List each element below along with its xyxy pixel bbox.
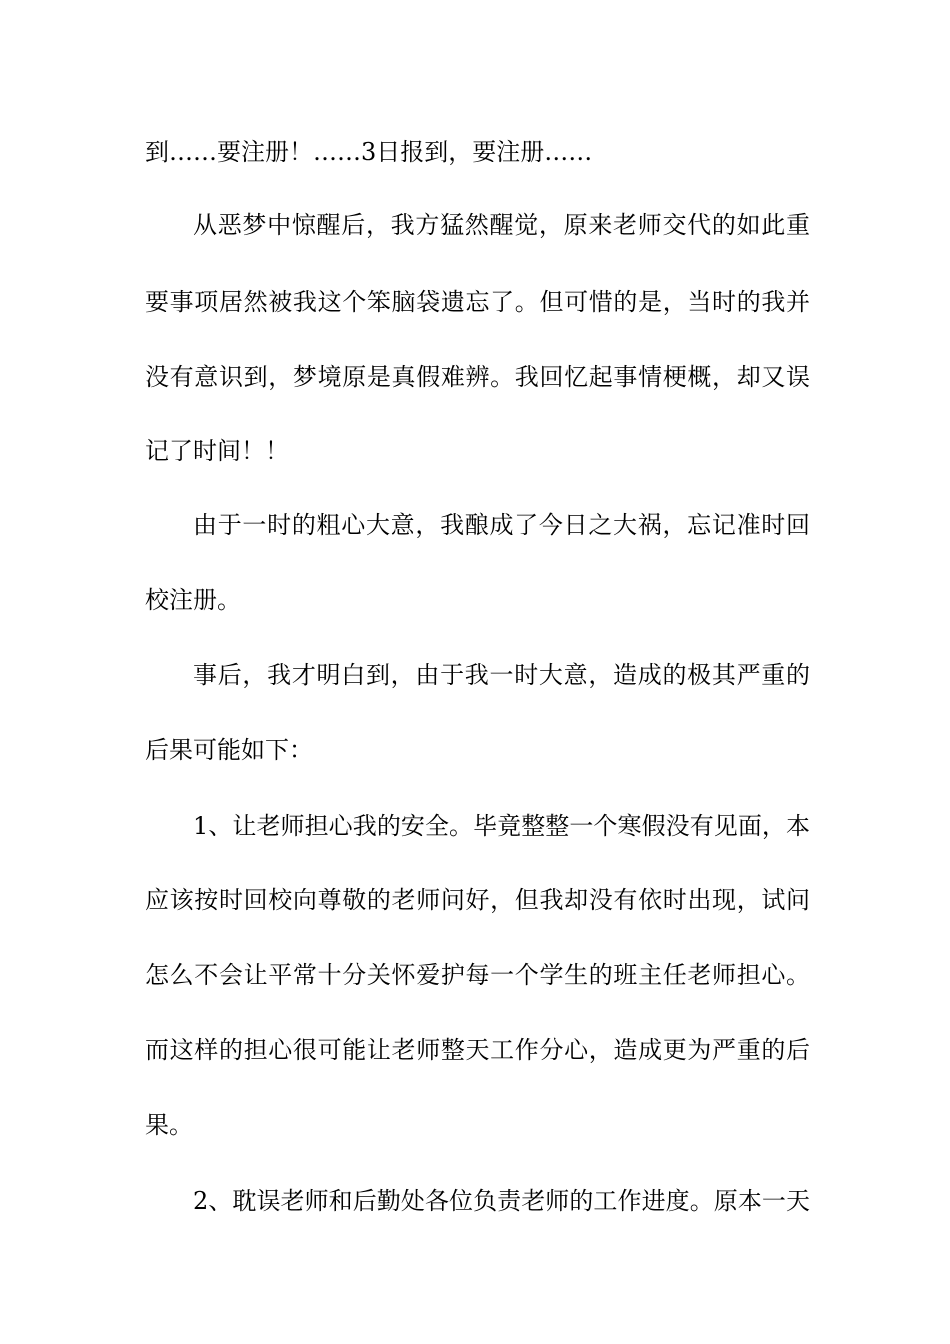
paragraph-line-12: 怎么不会让平常十分关怀爱护每一个学生的班主任老师担心。 (145, 961, 810, 989)
paragraph-line-14: 果。 (145, 1111, 193, 1139)
paragraph-line-11: 应该按时回校向尊敬的老师问好，但我却没有依时出现，试问 (145, 886, 810, 914)
text-line-1: 到……要注册！……3日报到，要注册…… (145, 138, 593, 166)
paragraph-line-2: 从恶梦中惊醒后，我方猛然醒觉，原来老师交代的如此重 (193, 211, 810, 239)
paragraph-line-6: 由于一时的粗心大意，我酿成了今日之大祸，忘记准时回 (193, 511, 810, 539)
paragraph-line-10: 1、让老师担心我的安全。毕竟整整一个寒假没有见面，本 (193, 812, 810, 840)
paragraph-line-3: 要事项居然被我这个笨脑袋遗忘了。但可惜的是，当时的我并 (145, 288, 810, 316)
paragraph-line-15: 2、耽误老师和后勤处各位负责老师的工作进度。原本一天 (193, 1187, 810, 1215)
paragraph-line-8: 事后，我才明白到，由于我一时大意，造成的极其严重的 (193, 661, 810, 689)
paragraph-line-13: 而这样的担心很可能让老师整天工作分心，造成更为严重的后 (145, 1036, 810, 1064)
paragraph-line-5: 记了时间！！ (145, 437, 289, 465)
paragraph-line-9: 后果可能如下： (145, 736, 313, 764)
paragraph-line-7: 校注册。 (145, 586, 241, 614)
paragraph-line-4: 没有意识到，梦境原是真假难辨。我回忆起事情梗概，却又误 (145, 363, 810, 391)
